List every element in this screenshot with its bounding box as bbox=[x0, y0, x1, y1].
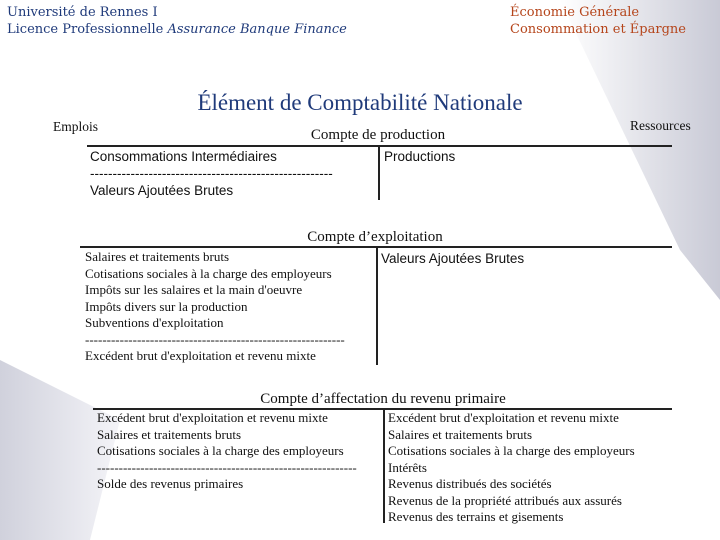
account-item: Consommations Intermédiaires bbox=[90, 149, 277, 164]
divider bbox=[376, 247, 378, 365]
account-item: Solde des revenus primaires bbox=[97, 476, 244, 491]
production-title: Compte de production bbox=[310, 127, 446, 143]
account-item: Excédent brut d'exploitation et revenu mixte bbox=[97, 410, 328, 425]
account-item: Revenus distribués des sociétés bbox=[388, 476, 552, 491]
account-item: Impôts sur les salaires et la main d'oeuvre bbox=[85, 282, 303, 297]
account-item: Salaires et traitements bruts bbox=[85, 249, 230, 264]
production-emplois bbox=[90, 148, 333, 199]
licence-name: Licence Professionnelle Assurance Banque Finance bbox=[7, 22, 347, 37]
page-title: Élément de Comptabilité Nationale bbox=[197, 90, 523, 115]
account-item: Valeurs Ajoutées Brutes bbox=[381, 251, 525, 266]
account-item: Excédent brut d'exploitation et revenu mixte bbox=[85, 348, 316, 363]
account-item: Valeurs Ajoutées Brutes bbox=[90, 183, 234, 198]
affectation-title: Compte d’affectation du revenu primaire bbox=[260, 391, 506, 407]
account-item: Cotisations sociales à la charge des employeurs bbox=[388, 443, 635, 458]
affectation-emplois bbox=[97, 410, 357, 493]
account-item: Salaires et traitements bruts bbox=[97, 426, 242, 442]
affectation-ressources bbox=[388, 410, 635, 526]
account-item: Salaires et traitements bruts bbox=[388, 426, 533, 442]
account-item: Intérêts bbox=[388, 459, 427, 475]
account-item: Subventions d'exploitation bbox=[85, 315, 224, 330]
account-item: Revenus des terrains et gisements bbox=[388, 509, 564, 524]
header-left bbox=[7, 4, 347, 38]
emplois-label: Emplois bbox=[53, 119, 99, 134]
course-name: Économie Générale bbox=[510, 5, 640, 20]
dashed-separator: ------------------------------------------------------------ bbox=[85, 331, 345, 347]
exploitation-title: Compte d’exploitation bbox=[307, 229, 443, 245]
account-item: Cotisations sociales à la charge des employeurs bbox=[97, 443, 344, 458]
account-item: Productions bbox=[384, 149, 456, 164]
divider bbox=[378, 146, 380, 200]
exploitation-ressources bbox=[381, 250, 524, 267]
ressources-label: Ressources bbox=[630, 118, 691, 133]
dashed-separator: ------------------------------------------------------ bbox=[90, 166, 333, 181]
account-item: Revenus de la propriété attribués aux assurés bbox=[388, 492, 622, 508]
account-item: Impôts divers sur la production bbox=[85, 298, 248, 314]
exploitation-emplois bbox=[85, 249, 345, 365]
account-item: Excédent brut d'exploitation et revenu mixte bbox=[388, 410, 619, 425]
production-ressources bbox=[384, 148, 455, 165]
divider bbox=[383, 409, 385, 523]
course-subtitle: Consommation et Épargne bbox=[510, 22, 686, 37]
header-right bbox=[510, 4, 686, 38]
account-item: Cotisations sociales à la charge des employeurs bbox=[85, 265, 332, 281]
dashed-separator: ------------------------------------------------------------ bbox=[97, 459, 357, 475]
divider bbox=[87, 145, 672, 147]
university-name: Université de Rennes I bbox=[7, 5, 158, 20]
